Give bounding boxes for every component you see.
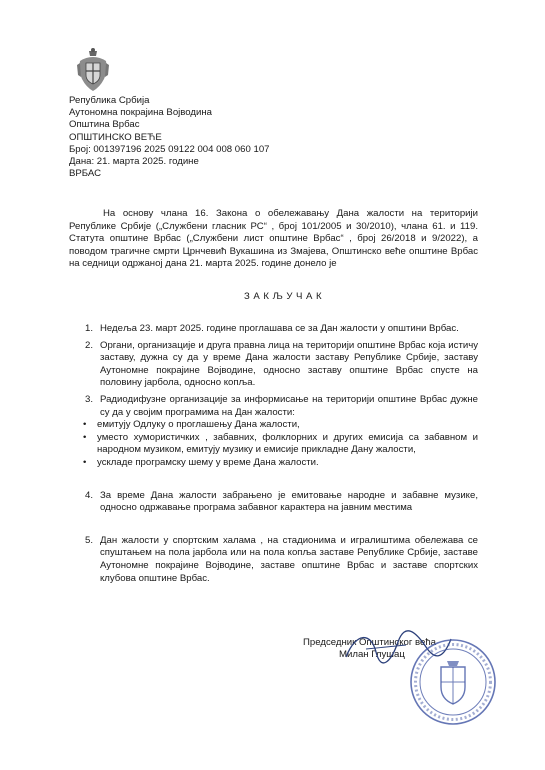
- header-country: Република Србија: [69, 95, 150, 106]
- item-text: Дан жалости у спортским халама , на стадионима и игралиштима обележава се спуштањем на пола јарбола или на пола копља заставе Републике Србије, заставе Аутономне покрајине Војводине, заставе општине Врбас и заставе спортских клубова општине Врбас.: [100, 534, 478, 584]
- list-item: [69, 490, 478, 515]
- header-council: ОПШТИНСКО ВЕЋЕ: [69, 131, 162, 143]
- signature-name: Милан Глушац: [339, 649, 405, 661]
- list-item: [69, 323, 478, 336]
- document-header: [69, 95, 270, 180]
- intro-paragraph: На основу члана 16. Закона о обележавању Дана жалости на територији Републике Србије („Службени гласник РС“ , број 101/2005 и 30/2010), члана 61. и 119. Статута општине Врбас („Службени лист општине Врбас“ , број 26/2018 и 9/2022), а поводом трагичне смрти Црнчевић Вукашина из Змајева, Општинско веће општине Врбас на седници одржаној дана 21. марта 2025. године донело је: [69, 208, 478, 270]
- list-item: [69, 394, 478, 470]
- item-text: Органи, организације и друга правна лица на територији општине Врбас која истичу заставу, дужна су да у време Дана жалости заставу Републике Србије, заставу Аутономне покрајине Војводине, односно заставу општине Врбас спусте на половину јарбола, односно копља.: [100, 339, 478, 389]
- conclusion-list: [69, 323, 478, 585]
- item-text: За време Дана жалости забрањено је емитовање народне и забавне музике, односно одржавање програма забавног карактера на јавним местима: [100, 489, 478, 514]
- coat-of-arms-icon: [76, 47, 110, 93]
- item-text: Недеља 23. март 2025. године проглашава се за Дан жалости у општини Врбас.: [100, 323, 459, 334]
- item-text: Радиодифузне организације за информисање на територији општине Врбас дужне су да у своjим програмима на Дан жалости:: [100, 393, 478, 418]
- official-stamp-icon: [408, 637, 498, 727]
- sub-list-item: • ускладе програмску шему у време Дана жалости.: [83, 457, 478, 470]
- sub-list-item: • уместо хумористичких , забавних, фолклорних и других емисија са забавном и народном музиком, емитују музику и емисије прикладне Дану жалости,: [83, 432, 478, 457]
- document-title: ЗАКЉУЧАК: [244, 291, 326, 302]
- header-date: Дана: 21. марта 2025. године: [69, 156, 199, 168]
- item-number: 3.: [85, 393, 94, 405]
- list-item: [69, 340, 478, 390]
- item-number: 4.: [85, 489, 94, 501]
- item-number: 5.: [85, 534, 94, 546]
- item-number: 1.: [85, 323, 94, 334]
- header-province: Аутономна покрајина Војводина: [69, 107, 212, 119]
- signature-role: Председник Општинског већа: [303, 637, 436, 648]
- header-city: ВРБАС: [69, 168, 101, 180]
- item-number: 2.: [85, 339, 94, 351]
- sub-list: [83, 419, 478, 469]
- header-number: Број: 001397196 2025 09122 004 008 060 107: [69, 143, 270, 155]
- sub-list-item: • емитују Одлуку о проглашењу Дана жалости,: [83, 419, 478, 432]
- header-municipality: Општина Врбас: [69, 119, 140, 131]
- list-item: [69, 535, 478, 585]
